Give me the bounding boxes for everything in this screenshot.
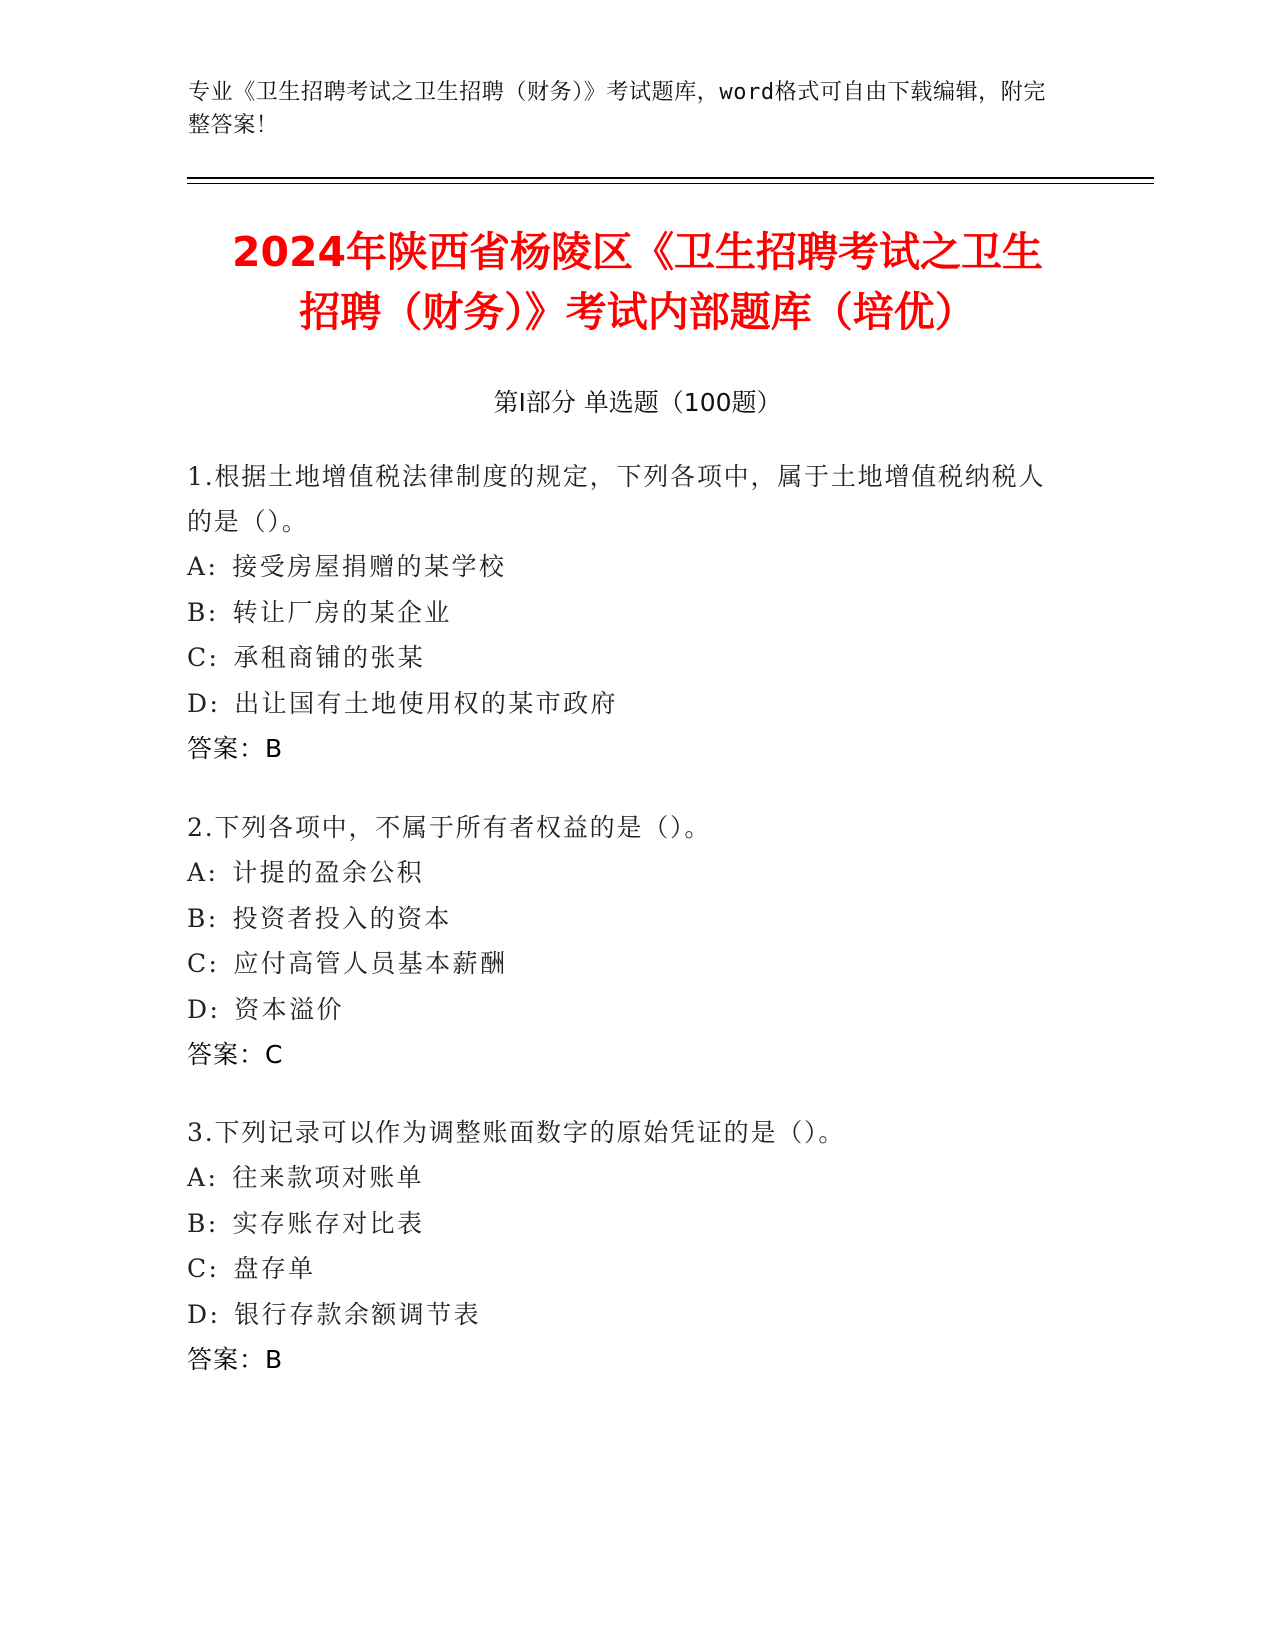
option-label: A: (187, 552, 219, 581)
option-text: 计提的盈余公积 (232, 858, 425, 887)
option-label: A: (187, 1163, 219, 1192)
option-label: D: (187, 688, 221, 718)
question-3 (187, 1110, 1067, 1382)
header-divider-thick (187, 177, 1154, 179)
question-3-option-a (187, 1155, 1067, 1201)
question-3-option-b (187, 1201, 1067, 1247)
option-label: C: (187, 643, 220, 672)
question-2-option-b (187, 896, 1067, 942)
question-1-option-d (187, 681, 1067, 727)
document-title (150, 222, 1125, 342)
option-label: C: (187, 1254, 220, 1283)
question-2-option-a (187, 850, 1067, 896)
option-text: 转让厂房的某企业 (232, 597, 452, 627)
question-1-answer: 答案：B (187, 734, 284, 763)
question-1-stem: 1.根据土地增值税法律制度的规定，下列各项中，属于土地增值税纳税人的是（）。 (187, 462, 1046, 536)
question-3-option-d (187, 1292, 1067, 1338)
header-divider-thin (187, 183, 1154, 184)
option-label: D: (187, 1299, 221, 1329)
question-2-option-c (187, 941, 1067, 987)
intro-text: 专业《卫生招聘考试之卫生招聘（财务）》考试题库，word格式可自由下载编辑，附完整答案！ (188, 80, 1046, 138)
option-text: 银行存款余额调节表 (234, 1299, 481, 1329)
question-3-answer: 答案：B (187, 1345, 284, 1374)
option-text: 往来款项对账单 (232, 1163, 425, 1192)
option-text: 出让国有土地使用权的某市政府 (234, 688, 618, 718)
question-2-option-d (187, 987, 1067, 1033)
question-1-option-c (187, 635, 1067, 681)
question-2-answer: 答案：C (187, 1040, 284, 1069)
option-text: 投资者投入的资本 (232, 903, 452, 933)
document-title-line-2: 招聘（财务）》考试内部题库（培优） (299, 288, 976, 336)
option-text: 资本溢价 (234, 994, 344, 1024)
question-3-option-c (187, 1246, 1067, 1292)
question-1 (187, 454, 1067, 771)
option-text: 承租商铺的张某 (233, 643, 426, 672)
option-text: 应付高管人员基本薪酬 (233, 949, 508, 978)
question-3-stem: 3.下列记录可以作为调整账面数字的原始凭证的是（）。 (187, 1118, 846, 1147)
option-label: B: (187, 597, 219, 627)
question-2 (187, 805, 1067, 1077)
option-text: 接受房屋捐赠的某学校 (232, 552, 507, 581)
question-1-option-b (187, 590, 1067, 636)
section-heading: 第Ⅰ部分 单选题（100题） (493, 388, 782, 417)
question-1-option-a (187, 544, 1067, 590)
question-2-stem: 2.下列各项中，不属于所有者权益的是（）。 (187, 813, 712, 842)
option-label: C: (187, 949, 220, 978)
option-label: A: (187, 858, 219, 887)
option-label: D: (187, 994, 221, 1024)
document-title-line-1: 2024年陕西省杨陵区《卫生招聘考试之卫生 (231, 228, 1044, 276)
option-text: 实存账存对比表 (232, 1208, 425, 1238)
option-label: B: (187, 903, 219, 933)
option-label: B: (187, 1208, 219, 1238)
option-text: 盘存单 (233, 1254, 316, 1283)
